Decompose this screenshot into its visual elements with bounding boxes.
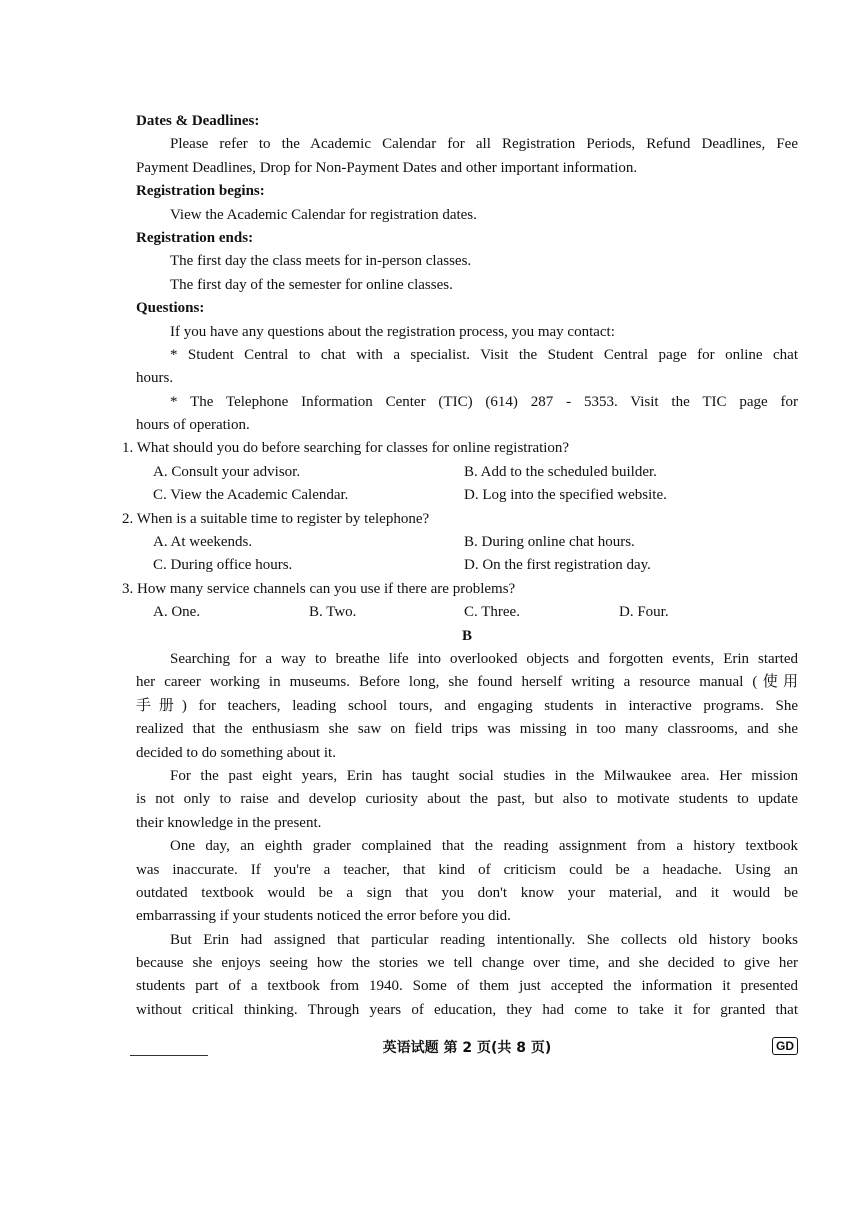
page-number-label: 英语试题 第 2 页(共 8 页) [382,1040,552,1056]
passage-line: For the past eight years, Erin has taught social studies in the Milwaukee area. Her mission [170,767,798,784]
passage-line: without critical thinking. Through years of education, they had come to take it for granted that [136,1001,798,1018]
passage-line: students part of a textbook from 1940. Some of them just accepted the information it presented [136,978,798,995]
passage-line: 手册) for teachers, leading school tours, and engaging students in interactive programs. She [136,697,798,714]
question-1-options-row [136,484,798,507]
question-2-options-row [136,531,798,554]
option-d: D. Four. [619,604,669,621]
passage-line: her career working in museums. Before long, she found herself writing a resource manual (使用 [136,674,798,691]
registration-begins-text: View the Academic Calendar for registration dates. [170,206,477,223]
contact-bullet-continuation: hours of operation. [136,417,250,434]
question-3-options-row [136,601,798,624]
passage-line: But Erin had assigned that particular reading intentionally. She collects old history books [170,931,798,948]
option-c: C. Three. [464,604,520,621]
passage-line: their knowledge in the present. [136,814,322,831]
passage-line: because she enjoys seeing how the stories we tell change over time, and she decided to give her [136,955,798,972]
dates-text-line: Please refer to the Academic Calendar for all Registration Periods, Refund Deadlines, Fee [170,136,798,153]
passage-line: Searching for a way to breathe life into overlooked objects and forgotten events, Erin started [170,650,798,667]
questions-intro: If you have any questions about the registration process, you may contact: [170,323,615,340]
passage-line: One day, an eighth grader complained that the reading assignment from a history textbook [170,838,798,855]
contact-bullet-student-central: * Student Central to chat with a specialist. Visit the Student Central page for online chat [170,346,798,363]
option-a: A. At weekends. [153,534,253,551]
option-b: B. Add to the scheduled builder. [464,463,657,480]
passage-line: is not only to raise and develop curiosity about the past, but also to motivate students to update [136,791,798,808]
registration-begins-heading: Registration begins: [136,183,265,200]
option-c: C. View the Academic Calendar. [153,487,349,504]
question-stem: 3. How many service channels can you use if there are problems? [122,580,516,597]
option-c: C. During office hours. [153,557,293,574]
page-footer [136,1037,798,1059]
option-d: D. Log into the specified website. [464,487,667,504]
option-a: A. One. [153,604,201,621]
questions-heading: Questions: [136,300,205,317]
option-b: B. Two. [309,604,357,621]
option-b: B. During online chat hours. [464,534,635,551]
question-stem: 1. What should you do before searching for classes for online registration? [122,440,570,457]
question-3 [122,578,798,601]
passage-line: embarrassing if your students noticed the error before you did. [136,908,511,925]
dates-heading: Dates & Deadlines: [136,113,260,129]
passage-line: realized that the enthusiasm she saw on field trips was missing in too many classrooms, and she [136,721,798,738]
question-1-options-row [136,461,798,484]
question-2-options-row [136,554,798,577]
passage-line: was inaccurate. If you're a teacher, that kind of criticism could be a headache. Using an [136,861,798,878]
contact-bullet-continuation: hours. [136,370,174,387]
page-content [122,110,798,1022]
option-a: A. Consult your advisor. [153,463,301,480]
region-badge: GD [772,1037,798,1055]
passage-line: decided to do something about it. [136,744,336,761]
section-b-label: B [461,627,472,644]
question-1 [122,437,798,460]
question-2 [122,508,798,531]
passage-line: outdated textbook would be a sign that you don't know your material, and it would be [136,884,798,901]
registration-ends-heading: Registration ends: [136,229,254,246]
contact-bullet-telephone-center: * The Telephone Information Center (TIC) (614) 287 - 5353. Visit the TIC page for [170,393,798,410]
registration-ends-text: The first day the class meets for in-person classes. [170,253,472,270]
question-stem: 2. When is a suitable time to register by telephone? [122,510,430,527]
registration-ends-text: The first day of the semester for online classes. [170,276,453,293]
dates-text-line: Payment Deadlines, Drop for Non-Payment Dates and other important information. [136,159,638,176]
option-d: D. On the first registration day. [464,557,651,574]
